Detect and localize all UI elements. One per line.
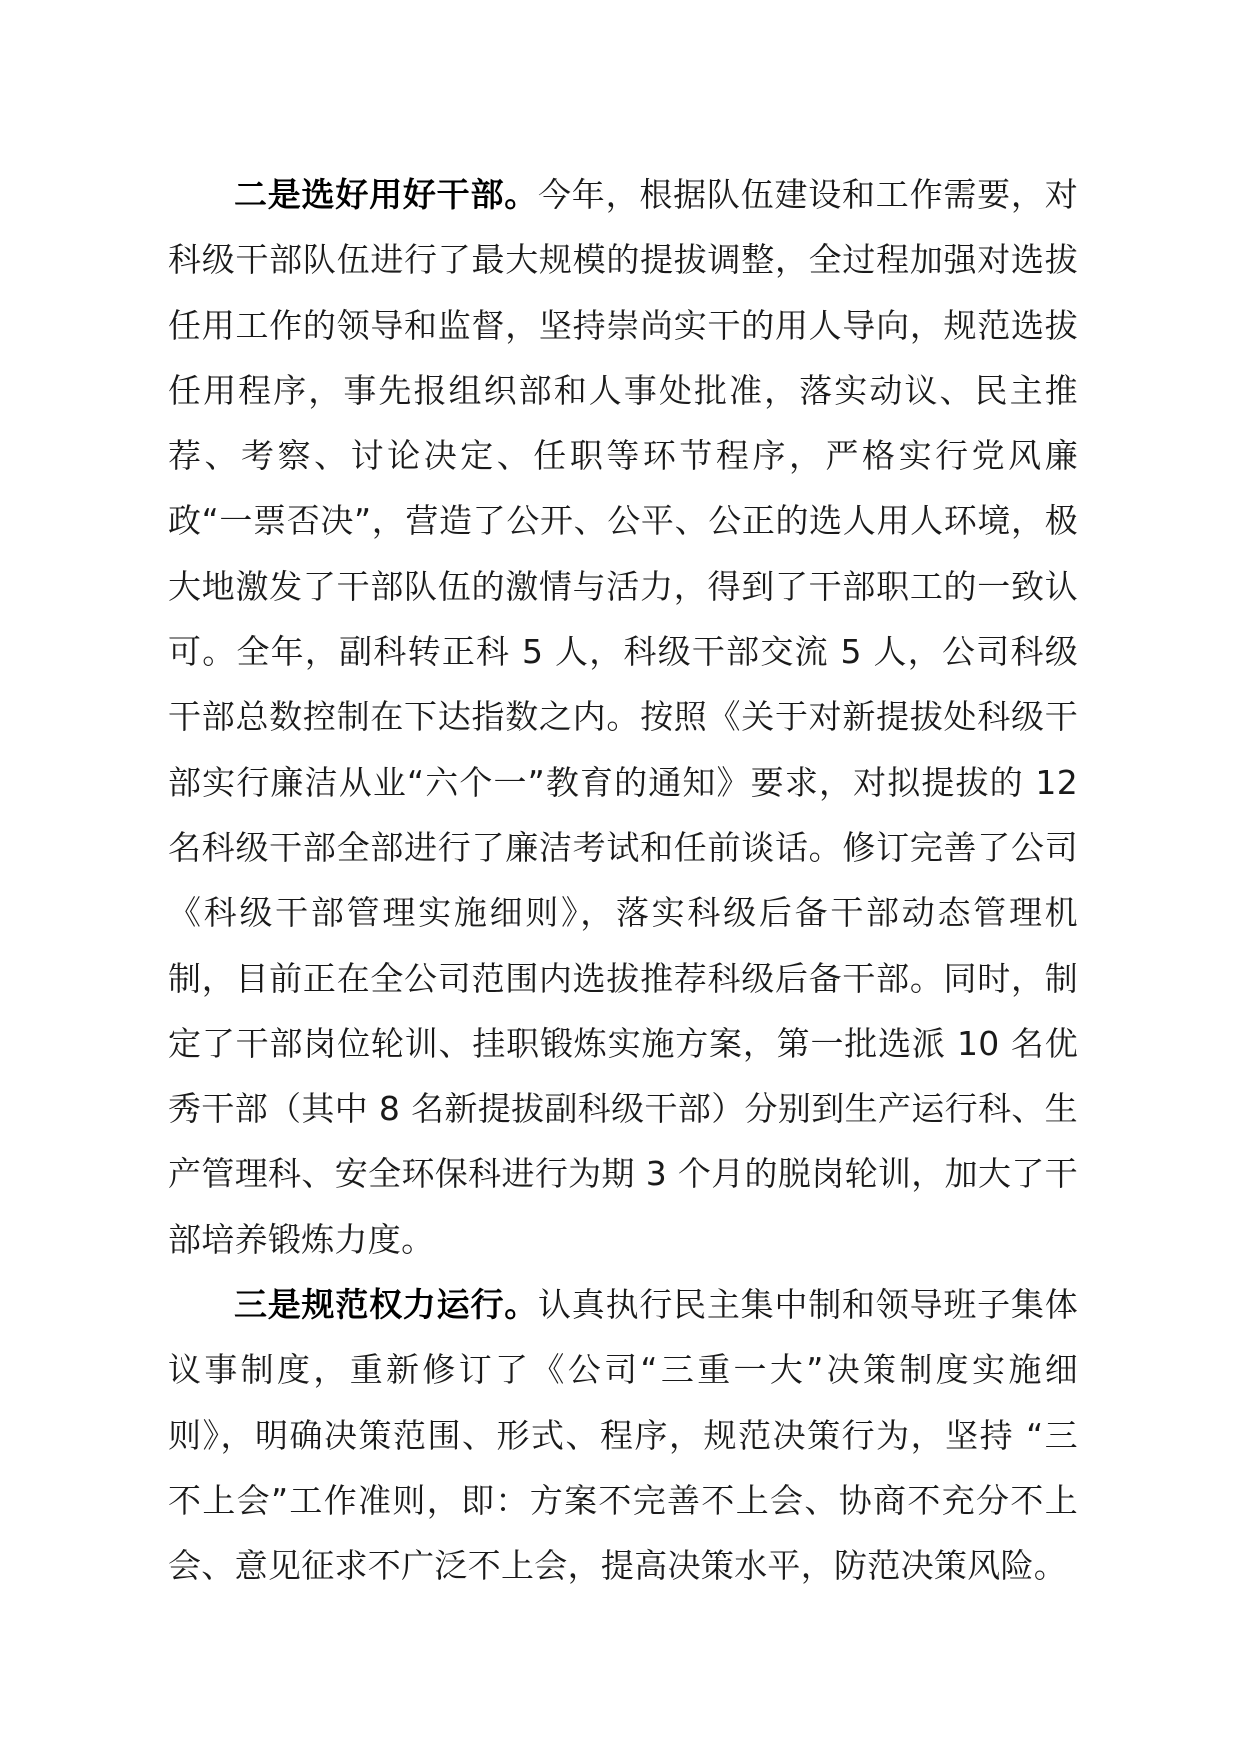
- paragraph-text: 今年，根据队伍建设和工作需要，对科级干部队伍进行了最大规模的提拔调整，全过程加强对选拔任用工作的领导和监督，坚持崇尚实干的用人导向，规范选拔任用程序，事先报组织部和人事处批准，落实动议、民主推荐、考察、讨论决定、任职等环节程序，严格实行党风廉政“一票否决”，营造了公开、公平、公正的选人用人环境，极大地激发了干部队伍的激情与活力，得到了干部职工的一致认可。全年，副科转正科 5 人，科级干部交流 5 人，公司科级干部总数控制在下达指数之内。按照《关于对新提拔处科级干部实行廉洁从业“六个一”教育的通知》要求，对拟提拔的 12 名科级干部全部进行了廉洁考试和任前谈话。修订完善了公司《科级干部管理实施细则》，落实科级后备干部动态管理机制，目前正在全公司范围内选拔推荐科级后备干部。同时，制定了干部岗位轮训、挂职锻炼实施方案，第一批选派 10 名优秀干部（其中 8 名新提拔副科级干部）分别到生产运行科、生产管理科、安全环保科进行为期 3 个月的脱岗轮训，加大了干部培养锻炼力度。: [168, 175, 1078, 1259]
- document-body: [168, 162, 1078, 1599]
- paragraph-select-cadres: [168, 162, 1078, 1272]
- paragraph-text: 认真执行民主集中制和领导班子集体议事制度，重新修订了《公司“三重一大”决策制度实施细则》，明确决策范围、形式、程序，规范决策行为，坚持 “三不上会”工作准则，即：方案不完善不上会、协商不充分不上会、意见征求不广泛不上会，提高决策水平，防范决策风险。: [168, 1285, 1078, 1586]
- paragraph-heading: 三是规范权力运行。: [234, 1285, 539, 1325]
- paragraph-heading: 二是选好用好干部。: [234, 175, 539, 214]
- paragraph-regulate-power: [168, 1272, 1078, 1598]
